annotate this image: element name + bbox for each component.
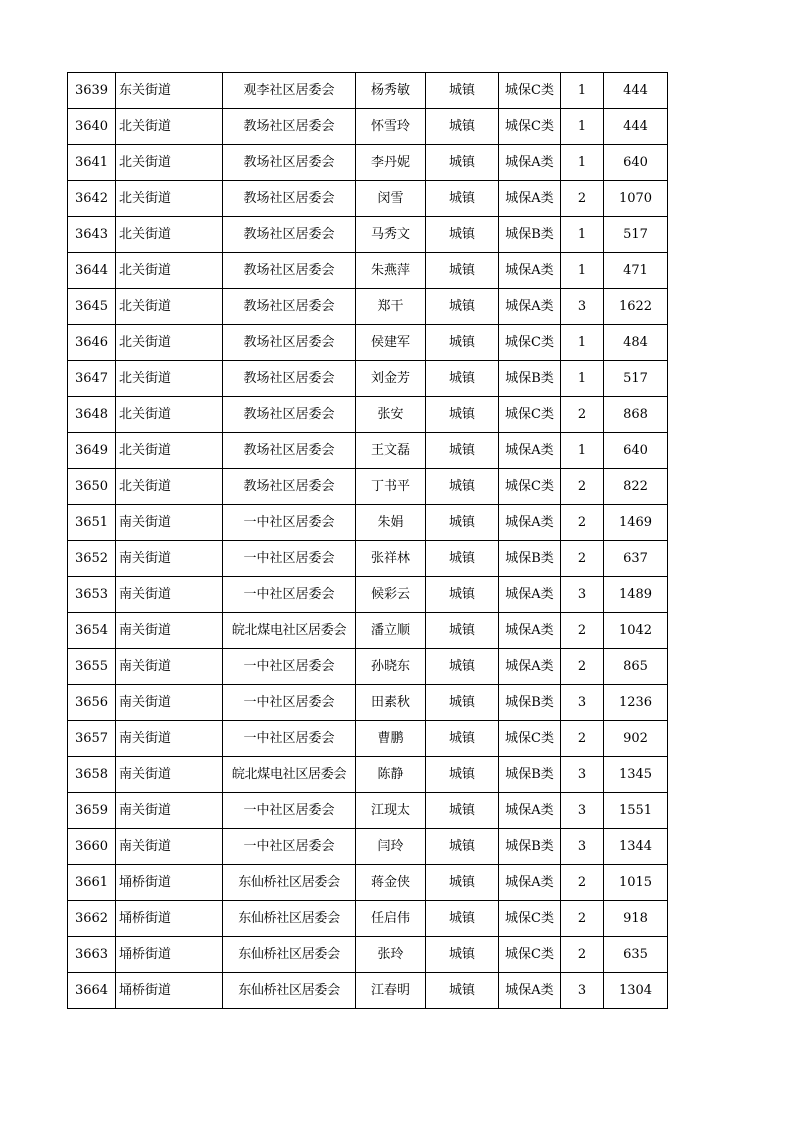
record-id-cell: 3647 — [68, 361, 116, 397]
community-cell: 教场社区居委会 — [223, 433, 356, 469]
records-table — [67, 72, 668, 1009]
record-id-cell: 3661 — [68, 865, 116, 901]
area-type-cell: 城镇 — [426, 541, 499, 577]
person-name-cell: 陈静 — [356, 757, 426, 793]
record-id-cell: 3649 — [68, 433, 116, 469]
record-id-cell: 3655 — [68, 649, 116, 685]
amount-cell: 444 — [604, 109, 668, 145]
category-cell: 城保A类 — [499, 181, 561, 217]
community-cell: 东仙桥社区居委会 — [223, 865, 356, 901]
people-count-cell: 1 — [561, 217, 604, 253]
person-name-cell: 任启伟 — [356, 901, 426, 937]
people-count-cell: 2 — [561, 649, 604, 685]
street-cell: 北关街道 — [116, 217, 223, 253]
person-name-cell: 张玲 — [356, 937, 426, 973]
record-id-cell: 3641 — [68, 145, 116, 181]
people-count-cell: 3 — [561, 829, 604, 865]
person-name-cell: 田素秋 — [356, 685, 426, 721]
person-name-cell: 马秀文 — [356, 217, 426, 253]
amount-cell: 1015 — [604, 865, 668, 901]
category-cell: 城保C类 — [499, 469, 561, 505]
community-cell: 观李社区居委会 — [223, 73, 356, 109]
people-count-cell: 3 — [561, 685, 604, 721]
amount-cell: 471 — [604, 253, 668, 289]
street-cell: 北关街道 — [116, 145, 223, 181]
amount-cell: 640 — [604, 145, 668, 181]
street-cell: 埇桥街道 — [116, 937, 223, 973]
area-type-cell: 城镇 — [426, 793, 499, 829]
street-cell: 东关街道 — [116, 73, 223, 109]
record-id-cell: 3642 — [68, 181, 116, 217]
street-cell: 南关街道 — [116, 505, 223, 541]
table-row — [68, 937, 668, 973]
people-count-cell: 2 — [561, 865, 604, 901]
category-cell: 城保A类 — [499, 289, 561, 325]
person-name-cell: 刘金芳 — [356, 361, 426, 397]
community-cell: 东仙桥社区居委会 — [223, 937, 356, 973]
community-cell: 教场社区居委会 — [223, 361, 356, 397]
person-name-cell: 怀雪玲 — [356, 109, 426, 145]
amount-cell: 484 — [604, 325, 668, 361]
area-type-cell: 城镇 — [426, 901, 499, 937]
category-cell: 城保A类 — [499, 973, 561, 1009]
table-row — [68, 757, 668, 793]
street-cell: 南关街道 — [116, 685, 223, 721]
category-cell: 城保B类 — [499, 361, 561, 397]
amount-cell: 637 — [604, 541, 668, 577]
area-type-cell: 城镇 — [426, 613, 499, 649]
record-id-cell: 3654 — [68, 613, 116, 649]
person-name-cell: 孙晓东 — [356, 649, 426, 685]
area-type-cell: 城镇 — [426, 361, 499, 397]
amount-cell: 865 — [604, 649, 668, 685]
person-name-cell: 侯建军 — [356, 325, 426, 361]
category-cell: 城保C类 — [499, 937, 561, 973]
area-type-cell: 城镇 — [426, 685, 499, 721]
people-count-cell: 1 — [561, 109, 604, 145]
table-row — [68, 829, 668, 865]
street-cell: 北关街道 — [116, 325, 223, 361]
street-cell: 北关街道 — [116, 289, 223, 325]
record-id-cell: 3659 — [68, 793, 116, 829]
people-count-cell: 2 — [561, 397, 604, 433]
community-cell: 一中社区居委会 — [223, 649, 356, 685]
area-type-cell: 城镇 — [426, 469, 499, 505]
amount-cell: 868 — [604, 397, 668, 433]
record-id-cell: 3651 — [68, 505, 116, 541]
record-id-cell: 3650 — [68, 469, 116, 505]
street-cell: 北关街道 — [116, 433, 223, 469]
record-id-cell: 3644 — [68, 253, 116, 289]
community-cell: 教场社区居委会 — [223, 289, 356, 325]
person-name-cell: 江春明 — [356, 973, 426, 1009]
amount-cell: 517 — [604, 217, 668, 253]
street-cell: 南关街道 — [116, 577, 223, 613]
category-cell: 城保B类 — [499, 541, 561, 577]
area-type-cell: 城镇 — [426, 109, 499, 145]
people-count-cell: 2 — [561, 469, 604, 505]
community-cell: 皖北煤电社区居委会 — [223, 613, 356, 649]
person-name-cell: 李丹妮 — [356, 145, 426, 181]
community-cell: 教场社区居委会 — [223, 253, 356, 289]
category-cell: 城保B类 — [499, 217, 561, 253]
category-cell: 城保C类 — [499, 73, 561, 109]
category-cell: 城保A类 — [499, 793, 561, 829]
people-count-cell: 1 — [561, 325, 604, 361]
area-type-cell: 城镇 — [426, 937, 499, 973]
record-id-cell: 3652 — [68, 541, 116, 577]
people-count-cell: 3 — [561, 973, 604, 1009]
amount-cell: 640 — [604, 433, 668, 469]
table-row — [68, 289, 668, 325]
community-cell: 教场社区居委会 — [223, 397, 356, 433]
person-name-cell: 张安 — [356, 397, 426, 433]
street-cell: 南关街道 — [116, 649, 223, 685]
area-type-cell: 城镇 — [426, 721, 499, 757]
people-count-cell: 2 — [561, 613, 604, 649]
area-type-cell: 城镇 — [426, 865, 499, 901]
category-cell: 城保C类 — [499, 397, 561, 433]
area-type-cell: 城镇 — [426, 181, 499, 217]
street-cell: 北关街道 — [116, 469, 223, 505]
amount-cell: 1551 — [604, 793, 668, 829]
table-row — [68, 109, 668, 145]
amount-cell: 1345 — [604, 757, 668, 793]
table-row — [68, 793, 668, 829]
area-type-cell: 城镇 — [426, 217, 499, 253]
table-row — [68, 613, 668, 649]
amount-cell: 1304 — [604, 973, 668, 1009]
record-id-cell: 3643 — [68, 217, 116, 253]
amount-cell: 635 — [604, 937, 668, 973]
people-count-cell: 2 — [561, 181, 604, 217]
community-cell: 一中社区居委会 — [223, 721, 356, 757]
record-id-cell: 3640 — [68, 109, 116, 145]
record-id-cell: 3646 — [68, 325, 116, 361]
person-name-cell: 蒋金侠 — [356, 865, 426, 901]
category-cell: 城保A类 — [499, 505, 561, 541]
table-row — [68, 217, 668, 253]
person-name-cell: 朱娟 — [356, 505, 426, 541]
table-row — [68, 181, 668, 217]
amount-cell: 1622 — [604, 289, 668, 325]
category-cell: 城保A类 — [499, 649, 561, 685]
amount-cell: 822 — [604, 469, 668, 505]
person-name-cell: 闵雪 — [356, 181, 426, 217]
street-cell: 北关街道 — [116, 109, 223, 145]
amount-cell: 1042 — [604, 613, 668, 649]
table-row — [68, 649, 668, 685]
people-count-cell: 1 — [561, 145, 604, 181]
street-cell: 南关街道 — [116, 541, 223, 577]
area-type-cell: 城镇 — [426, 505, 499, 541]
record-id-cell: 3645 — [68, 289, 116, 325]
record-id-cell: 3664 — [68, 973, 116, 1009]
person-name-cell: 曹鹏 — [356, 721, 426, 757]
amount-cell: 902 — [604, 721, 668, 757]
street-cell: 埇桥街道 — [116, 865, 223, 901]
street-cell: 北关街道 — [116, 253, 223, 289]
person-name-cell: 丁书平 — [356, 469, 426, 505]
community-cell: 教场社区居委会 — [223, 181, 356, 217]
street-cell: 埇桥街道 — [116, 901, 223, 937]
person-name-cell: 朱燕萍 — [356, 253, 426, 289]
people-count-cell: 3 — [561, 577, 604, 613]
street-cell: 北关街道 — [116, 397, 223, 433]
amount-cell: 1070 — [604, 181, 668, 217]
area-type-cell: 城镇 — [426, 973, 499, 1009]
record-id-cell: 3648 — [68, 397, 116, 433]
amount-cell: 918 — [604, 901, 668, 937]
record-id-cell: 3663 — [68, 937, 116, 973]
street-cell: 北关街道 — [116, 181, 223, 217]
community-cell: 教场社区居委会 — [223, 145, 356, 181]
table-row — [68, 685, 668, 721]
people-count-cell: 2 — [561, 901, 604, 937]
category-cell: 城保A类 — [499, 145, 561, 181]
area-type-cell: 城镇 — [426, 433, 499, 469]
community-cell: 教场社区居委会 — [223, 109, 356, 145]
area-type-cell: 城镇 — [426, 649, 499, 685]
table-row — [68, 721, 668, 757]
community-cell: 一中社区居委会 — [223, 577, 356, 613]
area-type-cell: 城镇 — [426, 829, 499, 865]
street-cell: 南关街道 — [116, 793, 223, 829]
area-type-cell: 城镇 — [426, 253, 499, 289]
table-row — [68, 865, 668, 901]
table-row — [68, 253, 668, 289]
street-cell: 南关街道 — [116, 829, 223, 865]
street-cell: 南关街道 — [116, 757, 223, 793]
community-cell: 一中社区居委会 — [223, 829, 356, 865]
person-name-cell: 郑干 — [356, 289, 426, 325]
amount-cell: 1469 — [604, 505, 668, 541]
community-cell: 一中社区居委会 — [223, 685, 356, 721]
person-name-cell: 闫玲 — [356, 829, 426, 865]
people-count-cell: 2 — [561, 721, 604, 757]
area-type-cell: 城镇 — [426, 757, 499, 793]
amount-cell: 1489 — [604, 577, 668, 613]
category-cell: 城保B类 — [499, 685, 561, 721]
people-count-cell: 3 — [561, 289, 604, 325]
table-row — [68, 505, 668, 541]
category-cell: 城保A类 — [499, 613, 561, 649]
amount-cell: 444 — [604, 73, 668, 109]
person-name-cell: 张祥林 — [356, 541, 426, 577]
people-count-cell: 1 — [561, 73, 604, 109]
person-name-cell: 王文磊 — [356, 433, 426, 469]
table-row — [68, 973, 668, 1009]
people-count-cell: 2 — [561, 505, 604, 541]
table-row — [68, 145, 668, 181]
street-cell: 北关街道 — [116, 361, 223, 397]
category-cell: 城保C类 — [499, 325, 561, 361]
category-cell: 城保A类 — [499, 433, 561, 469]
category-cell: 城保A类 — [499, 865, 561, 901]
table-row — [68, 433, 668, 469]
community-cell: 教场社区居委会 — [223, 217, 356, 253]
area-type-cell: 城镇 — [426, 145, 499, 181]
community-cell: 东仙桥社区居委会 — [223, 901, 356, 937]
street-cell: 南关街道 — [116, 721, 223, 757]
person-name-cell: 潘立顺 — [356, 613, 426, 649]
table-row — [68, 469, 668, 505]
community-cell: 一中社区居委会 — [223, 505, 356, 541]
table-row — [68, 397, 668, 433]
table-row — [68, 325, 668, 361]
person-name-cell: 江现太 — [356, 793, 426, 829]
record-id-cell: 3639 — [68, 73, 116, 109]
person-name-cell: 候彩云 — [356, 577, 426, 613]
record-id-cell: 3662 — [68, 901, 116, 937]
category-cell: 城保A类 — [499, 577, 561, 613]
area-type-cell: 城镇 — [426, 289, 499, 325]
people-count-cell: 1 — [561, 361, 604, 397]
people-count-cell: 3 — [561, 757, 604, 793]
person-name-cell: 杨秀敏 — [356, 73, 426, 109]
street-cell: 南关街道 — [116, 613, 223, 649]
amount-cell: 1344 — [604, 829, 668, 865]
people-count-cell: 3 — [561, 793, 604, 829]
table-row — [68, 541, 668, 577]
street-cell: 埇桥街道 — [116, 973, 223, 1009]
people-count-cell: 2 — [561, 541, 604, 577]
amount-cell: 1236 — [604, 685, 668, 721]
amount-cell: 517 — [604, 361, 668, 397]
category-cell: 城保C类 — [499, 721, 561, 757]
community-cell: 东仙桥社区居委会 — [223, 973, 356, 1009]
area-type-cell: 城镇 — [426, 397, 499, 433]
area-type-cell: 城镇 — [426, 73, 499, 109]
people-count-cell: 2 — [561, 937, 604, 973]
table-row — [68, 577, 668, 613]
category-cell: 城保A类 — [499, 253, 561, 289]
category-cell: 城保B类 — [499, 757, 561, 793]
record-id-cell: 3658 — [68, 757, 116, 793]
people-count-cell: 1 — [561, 253, 604, 289]
records-body — [68, 73, 668, 1009]
people-count-cell: 1 — [561, 433, 604, 469]
record-id-cell: 3660 — [68, 829, 116, 865]
record-id-cell: 3653 — [68, 577, 116, 613]
table-row — [68, 901, 668, 937]
community-cell: 一中社区居委会 — [223, 541, 356, 577]
category-cell: 城保B类 — [499, 829, 561, 865]
table-row — [68, 73, 668, 109]
area-type-cell: 城镇 — [426, 577, 499, 613]
community-cell: 一中社区居委会 — [223, 793, 356, 829]
category-cell: 城保C类 — [499, 901, 561, 937]
record-id-cell: 3656 — [68, 685, 116, 721]
community-cell: 教场社区居委会 — [223, 325, 356, 361]
area-type-cell: 城镇 — [426, 325, 499, 361]
community-cell: 教场社区居委会 — [223, 469, 356, 505]
category-cell: 城保C类 — [499, 109, 561, 145]
community-cell: 皖北煤电社区居委会 — [223, 757, 356, 793]
table-row — [68, 361, 668, 397]
record-id-cell: 3657 — [68, 721, 116, 757]
